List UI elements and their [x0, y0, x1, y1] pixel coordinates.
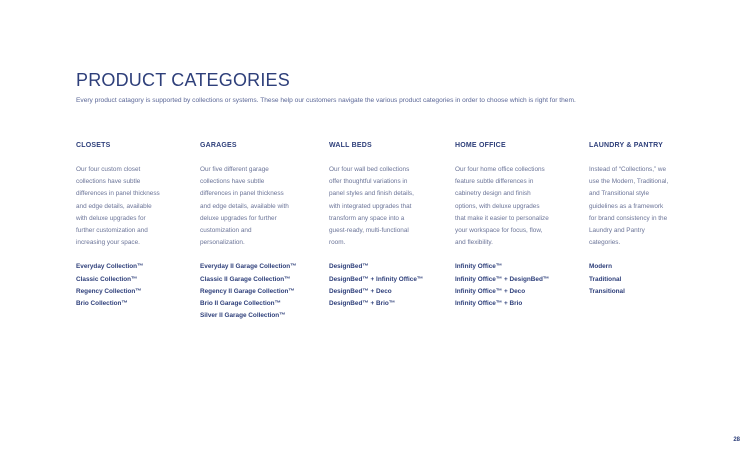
description-line: personalization. [200, 239, 245, 247]
category-column-garages [200, 142, 312, 338]
description-line: increasing your space. [76, 239, 140, 247]
description-line: options, with deluxe upgrades [455, 202, 540, 210]
description-line: offer thoughtful variations in [329, 178, 408, 186]
description-line: and flexibility. [455, 239, 493, 247]
description-line: your workspace for focus, flow, [455, 227, 543, 235]
description-line: and edge details, available with [200, 202, 289, 210]
description-line: collections have subtle [200, 178, 265, 186]
description-line: Our four wall bed collections [329, 166, 410, 173]
description-line: differences in panel thickness [76, 190, 160, 198]
collection-list [589, 261, 701, 298]
collection-item: DesignBed™ + Deco [329, 287, 392, 295]
collection-item: Brio Collection™ [76, 300, 128, 308]
description-line: customization and [200, 227, 252, 235]
description-line: Our four custom closet [76, 166, 141, 173]
category-heading: HOME OFFICE [455, 142, 506, 149]
description-line: and Transitional style [589, 190, 650, 198]
collection-item: DesignBed™ + Infinity Office™ [329, 275, 424, 283]
category-column-closets [76, 142, 188, 326]
description-line: Instead of “Collections,” we [589, 166, 667, 173]
collection-item: Regency II Garage Collection™ [200, 287, 295, 295]
description-line: guest-ready, multi-functional [329, 227, 409, 235]
collection-item: Everyday Collection™ [76, 263, 144, 271]
description-line: with deluxe upgrades for [76, 214, 146, 222]
description-line: Our five different garage [200, 166, 269, 173]
description-line: use the Modern, Traditional, [589, 178, 669, 186]
category-description [589, 164, 701, 249]
collection-item: Infinity Office™ + DesignBed™ [455, 275, 550, 283]
description-line: differences in panel thickness [200, 190, 284, 198]
category-column-home-office [455, 142, 567, 326]
collection-list [329, 261, 441, 310]
description-line: for brand consistency in the [589, 214, 668, 222]
category-description [455, 164, 567, 249]
page-subtitle: Every product catagory is supported by collections or systems. These help our customers navigate the various product categories in order to choose which is right for them. [76, 97, 576, 104]
page-title: PRODUCT CATEGORIES [76, 70, 290, 90]
description-line: transform any space into a [329, 214, 405, 222]
collection-list [76, 261, 188, 310]
collection-item: Infinity Office™ + Deco [455, 287, 526, 295]
description-line: room. [329, 239, 346, 247]
description-line: categories. [589, 239, 621, 247]
description-line: Laundry and Pantry [589, 227, 645, 235]
page-number: 28 [733, 437, 740, 443]
description-line: cabinetry design and finish [455, 190, 531, 198]
collection-item: Silver II Garage Collection™ [200, 312, 286, 320]
category-column-laundry-pantry [589, 142, 701, 314]
category-heading: GARAGES [200, 142, 237, 149]
collection-item: Regency Collection™ [76, 287, 142, 295]
description-line: and edge details, available [76, 202, 152, 210]
collection-item: Classic II Garage Collection™ [200, 275, 291, 283]
collection-item: DesignBed™ + Brio™ [329, 300, 396, 308]
category-description [200, 164, 312, 249]
collection-item: DesignBed™ [329, 263, 369, 271]
collection-item: Everyday II Garage Collection™ [200, 263, 297, 271]
description-line: panel styles and finish details, [329, 190, 414, 198]
description-line: deluxe upgrades for further [200, 214, 277, 222]
collection-item: Brio II Garage Collection™ [200, 300, 281, 308]
category-description [76, 164, 188, 249]
description-line: further customization and [76, 227, 148, 235]
style-item: Modern [589, 263, 613, 271]
category-description [329, 164, 441, 249]
collection-item: Classic Collection™ [76, 275, 138, 283]
style-item: Traditional [589, 275, 622, 283]
style-item: Transitional [589, 287, 625, 295]
description-line: guidelines as a framework [589, 202, 664, 210]
collection-item: Infinity Office™ [455, 263, 503, 271]
category-heading: CLOSETS [76, 142, 111, 149]
collection-item: Infinity Office™ + Brio [455, 300, 523, 308]
category-heading: WALL BEDS [329, 142, 372, 149]
collection-list [200, 261, 312, 322]
category-column-wall-beds [329, 142, 441, 326]
description-line: Our four home office collections [455, 166, 545, 173]
collection-list [455, 261, 567, 310]
description-line: with integrated upgrades that [329, 202, 412, 210]
category-heading: LAUNDRY & PANTRY [589, 142, 663, 149]
description-line: collections have subtle [76, 178, 141, 186]
description-line: feature subtle differences in [455, 178, 534, 186]
description-line: that make it easier to personalize [455, 214, 549, 222]
